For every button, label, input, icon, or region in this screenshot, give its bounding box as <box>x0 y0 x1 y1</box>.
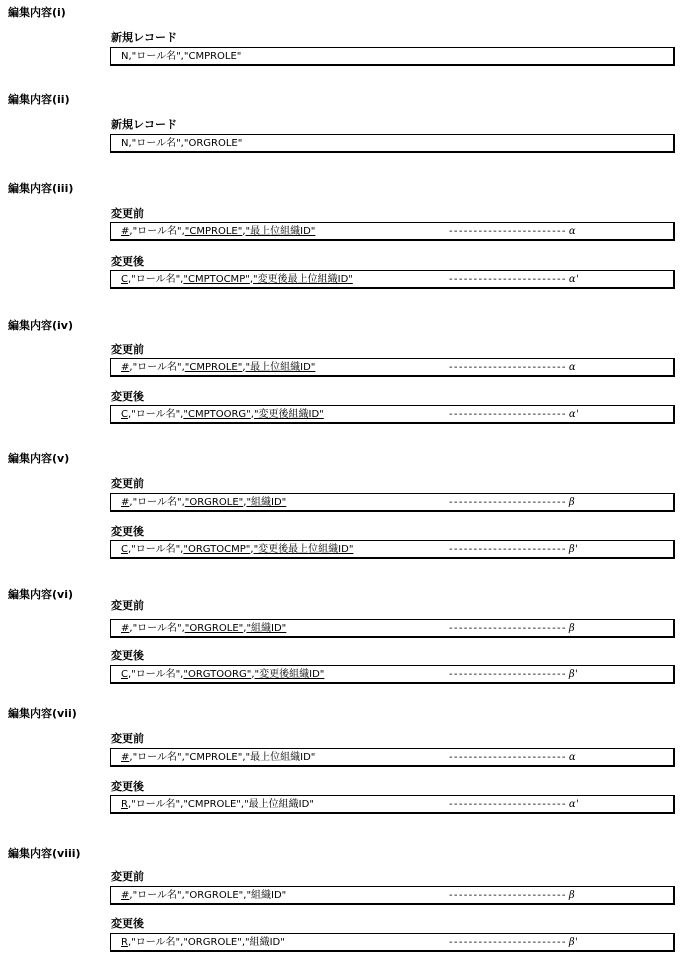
role-name: "ロール名" <box>131 51 181 62</box>
role-name: "ロール名" <box>132 362 182 373</box>
record-text: C,"ロール名","ORGTOCMP","変更後最上位組織ID" <box>121 544 354 555</box>
record-type: # <box>121 226 130 237</box>
record-box-before <box>110 748 675 767</box>
block-label: 新規レコード <box>111 118 177 131</box>
record-text: R,"ロール名","ORGROLE","組織ID" <box>121 937 285 948</box>
marker-symbol: β <box>568 497 576 508</box>
org-id: "最上位組織ID" <box>245 362 316 373</box>
record-type: # <box>121 752 130 763</box>
record-box-before <box>110 358 675 377</box>
block-label-before: 変更前 <box>111 599 144 612</box>
role-name: "ロール名" <box>132 497 182 508</box>
dash-leader: ------------------------ <box>449 623 567 634</box>
record-text: C,"ロール名","CMPTOORG","変更後組織ID" <box>121 409 324 420</box>
record-type: C <box>121 544 128 555</box>
role-name: "ロール名" <box>131 669 181 680</box>
record-box-before <box>110 222 675 241</box>
marker <box>449 271 579 288</box>
dash-leader: ------------------------ <box>449 274 567 285</box>
separator: , <box>128 51 132 62</box>
record-text: C,"ロール名","CMPTOCMP","変更後最上位組織ID" <box>121 274 353 285</box>
org-id: "組織ID" <box>246 890 287 901</box>
role-value: "ORGROLE" <box>184 623 244 634</box>
block-label-before: 変更前 <box>111 732 144 745</box>
org-id: "変更後組織ID" <box>254 669 325 680</box>
record-text: #,"ロール名","ORGROLE","組織ID" <box>121 623 287 634</box>
separator: , <box>127 669 132 680</box>
record-text: N,"ロール名","ORGROLE" <box>121 138 243 149</box>
section-heading-viii: 編集内容(viii) <box>8 847 81 860</box>
role-value: "ORGROLE" <box>183 138 243 149</box>
dash-leader: ------------------------ <box>449 669 567 680</box>
role-value: "CMPTOORG" <box>183 409 251 420</box>
dash-leader: ------------------------ <box>449 752 567 763</box>
marker-symbol: α <box>568 362 577 373</box>
record-box-before <box>110 886 675 905</box>
dash-leader: ------------------------ <box>449 937 567 948</box>
section-heading-vi: 編集内容(vi) <box>8 588 73 601</box>
separator: , <box>127 799 132 810</box>
role-name: "ロール名" <box>132 623 182 634</box>
org-id: "変更後組織ID" <box>253 409 324 420</box>
marker <box>449 359 576 376</box>
marker-symbol: β <box>568 623 576 634</box>
role-name: "ロール名" <box>131 544 181 555</box>
role-value: "CMPTOCMP" <box>183 274 250 285</box>
section-heading-iv: 編集内容(iv) <box>8 319 73 332</box>
record-box-before <box>110 493 675 512</box>
role-name: "ロール名" <box>132 890 182 901</box>
record-type: # <box>121 890 130 901</box>
block-label-after: 変更後 <box>111 390 144 403</box>
dash-leader: ------------------------ <box>449 409 567 420</box>
org-id: "最上位組織ID" <box>245 752 316 763</box>
marker <box>449 887 575 904</box>
role-name: "ロール名" <box>131 274 181 285</box>
role-name: "ロール名" <box>131 937 181 948</box>
record-text: R,"ロール名","CMPROLE","最上位組織ID" <box>121 799 314 810</box>
marker-symbol: β' <box>568 544 579 555</box>
dash-leader: ------------------------ <box>449 544 567 555</box>
record-text: #,"ロール名","ORGROLE","組織ID" <box>121 890 287 901</box>
section-heading-ii: 編集内容(ii) <box>8 93 70 106</box>
marker <box>449 620 575 637</box>
record-type: R <box>121 799 128 810</box>
separator: , <box>129 497 133 508</box>
record-box-after <box>110 540 675 559</box>
record-type: # <box>121 362 130 373</box>
section-heading-i: 編集内容(i) <box>8 6 66 19</box>
section-heading-iii: 編集内容(iii) <box>8 182 74 195</box>
role-value: "ORGROLE" <box>183 937 242 948</box>
record-type: C <box>121 669 128 680</box>
record-text: #,"ロール名","ORGROLE","組織ID" <box>121 497 287 508</box>
marker-symbol: α' <box>568 409 580 420</box>
role-value: "CMPROLE" <box>184 752 243 763</box>
block-label-after: 変更後 <box>111 525 144 538</box>
block-label-after: 変更後 <box>111 255 144 268</box>
record-box-after <box>110 270 675 289</box>
block-label-before: 変更前 <box>111 207 144 220</box>
dash-leader: ------------------------ <box>449 890 567 901</box>
marker <box>449 934 578 951</box>
dash-leader: ------------------------ <box>449 226 567 237</box>
marker <box>449 749 576 766</box>
record-text: #,"ロール名","CMPROLE","最上位組織ID" <box>121 362 316 373</box>
role-value: "ORGTOCMP" <box>183 544 251 555</box>
marker-symbol: β <box>568 890 576 901</box>
role-value: "CMPROLE" <box>184 226 243 237</box>
role-value: "CMPROLE" <box>184 362 243 373</box>
marker-symbol: α' <box>568 799 580 810</box>
record-type: N <box>121 138 129 149</box>
record-box <box>110 134 675 153</box>
org-id: "変更後最上位組織ID" <box>253 274 353 285</box>
separator: , <box>129 752 133 763</box>
role-value: "ORGROLE" <box>184 497 244 508</box>
marker <box>449 541 578 558</box>
record-type: C <box>121 409 128 420</box>
record-box-before <box>110 619 675 638</box>
separator: , <box>128 138 132 149</box>
separator: , <box>127 937 132 948</box>
record-text: N,"ロール名","CMPROLE" <box>121 51 242 62</box>
block-label-before: 変更前 <box>111 343 144 356</box>
separator: , <box>127 274 132 285</box>
role-value: "CMPROLE" <box>183 799 241 810</box>
marker <box>449 494 575 511</box>
marker-symbol: α' <box>568 274 580 285</box>
marker <box>449 796 579 813</box>
block-label-after: 変更後 <box>111 649 144 662</box>
block-label: 新規レコード <box>111 31 177 44</box>
block-label-before: 変更前 <box>111 870 144 883</box>
dash-leader: ------------------------ <box>449 799 567 810</box>
marker <box>449 406 579 423</box>
role-name: "ロール名" <box>131 138 181 149</box>
record-box <box>110 47 675 66</box>
separator: , <box>127 409 132 420</box>
marker-symbol: α <box>568 752 577 763</box>
role-value: "ORGROLE" <box>184 890 244 901</box>
role-value: "ORGTOORG" <box>183 669 252 680</box>
block-label-after: 変更後 <box>111 780 144 793</box>
org-id: "変更後最上位組織ID" <box>253 544 354 555</box>
marker <box>449 223 576 240</box>
role-name: "ロール名" <box>131 799 181 810</box>
dash-leader: ------------------------ <box>449 362 567 373</box>
record-text: #,"ロール名","CMPROLE","最上位組織ID" <box>121 226 316 237</box>
block-label-after: 変更後 <box>111 917 144 930</box>
role-name: "ロール名" <box>131 409 181 420</box>
section-heading-v: 編集内容(v) <box>8 452 70 465</box>
record-type: C <box>121 274 128 285</box>
separator: , <box>129 890 133 901</box>
marker-symbol: β' <box>568 937 579 948</box>
record-text: C,"ロール名","ORGTOORG","変更後組織ID" <box>121 669 325 680</box>
record-type: N <box>121 51 129 62</box>
role-name: "ロール名" <box>132 752 182 763</box>
dash-leader: ------------------------ <box>449 497 567 508</box>
separator: , <box>129 623 133 634</box>
record-type: # <box>121 623 130 634</box>
role-name: "ロール名" <box>132 226 182 237</box>
section-heading-vii: 編集内容(vii) <box>8 707 77 720</box>
org-id: "組織ID" <box>245 937 285 948</box>
separator: , <box>129 226 133 237</box>
record-type: # <box>121 497 130 508</box>
marker-symbol: α <box>568 226 577 237</box>
record-box-after <box>110 665 675 684</box>
marker-symbol: β' <box>568 669 579 680</box>
separator: , <box>129 362 133 373</box>
record-text: #,"ロール名","CMPROLE","最上位組織ID" <box>121 752 316 763</box>
org-id: "組織ID" <box>246 497 287 508</box>
record-box-after <box>110 933 675 952</box>
block-label-before: 変更前 <box>111 477 144 490</box>
record-box-after <box>110 405 675 424</box>
marker <box>449 666 578 683</box>
org-id: "組織ID" <box>246 623 287 634</box>
org-id: "最上位組織ID" <box>244 799 314 810</box>
role-value: "CMPROLE" <box>183 51 242 62</box>
org-id: "最上位組織ID" <box>245 226 316 237</box>
separator: , <box>127 544 132 555</box>
record-type: R <box>121 937 128 948</box>
record-box-after <box>110 795 675 814</box>
